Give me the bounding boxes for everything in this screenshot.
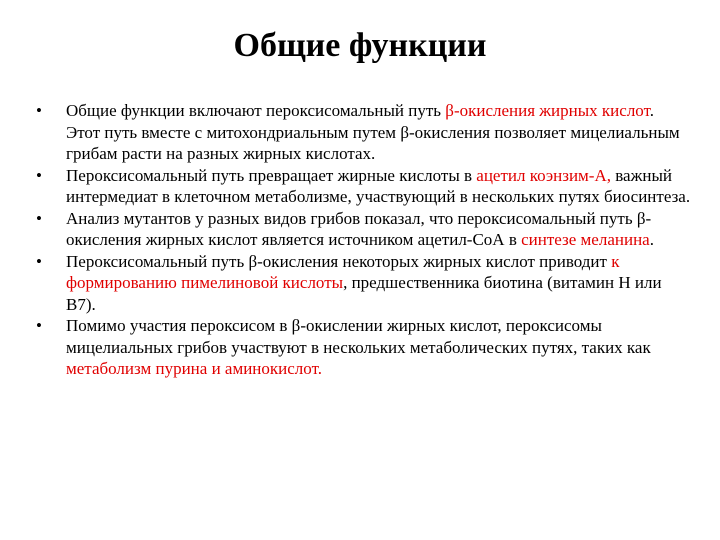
bullet-item-5 (32, 315, 692, 380)
bullet-item-3 (32, 208, 692, 251)
slide-title: Общие функции (233, 27, 487, 64)
bullet-text-segment: . Этот путь вместе с митохондриальным путем β-окисления позволяет мицелиальным грибам расти на разных жирных кислотах. (66, 101, 680, 163)
bullet-dot-icon: • (36, 101, 42, 120)
bullet-text-segment: . (649, 230, 654, 249)
bullet-dot-icon: • (36, 251, 42, 271)
bullet-text-segment: Общие функции включают пероксисомальный путь (66, 101, 446, 120)
bullet-dot-icon: • (36, 208, 42, 228)
bullet-dot-icon: • (36, 316, 42, 335)
bullet-list (32, 100, 692, 380)
highlighted-term: ацетил коэнзим-А, (476, 165, 611, 185)
highlighted-term: синтезе меланина (521, 230, 650, 249)
bullet-text-segment: Помимо участия пероксисом в β-окислении жирных кислот, пероксисомы мицелиальных грибов участвуют в нескольких метаболических путях, таких как (66, 316, 651, 357)
highlighted-term: β-окисления жирных кислот (445, 101, 650, 120)
bullet-item-4 (32, 251, 692, 316)
bullet-text-segment: , предшественника биотина (витамин H или B7). (66, 273, 662, 314)
bullet-dot-icon: • (36, 165, 42, 185)
bullet-item-1 (32, 100, 692, 165)
bullet-item-2 (32, 165, 692, 208)
bullet-text-segment: важный интермедиат в клеточном метаболизме, участвующий в нескольких путях биосинтеза. (66, 165, 691, 206)
bullet-text-segment: Анализ мутантов у разных видов грибов показал, что пероксисомальный путь β-окисления жирных кислот является источником ацетил-СоА в (66, 208, 652, 249)
bullet-text-segment: Пероксисомальный путь превращает жирные кислоты в (66, 165, 477, 185)
highlighted-term: к формированию пимелиновой кислоты (66, 251, 620, 292)
bullet-text-segment: Пероксисомальный путь β-окисления некоторых жирных кислот приводит (66, 251, 612, 271)
highlighted-term: метаболизм пурина и аминокислот. (66, 359, 322, 378)
